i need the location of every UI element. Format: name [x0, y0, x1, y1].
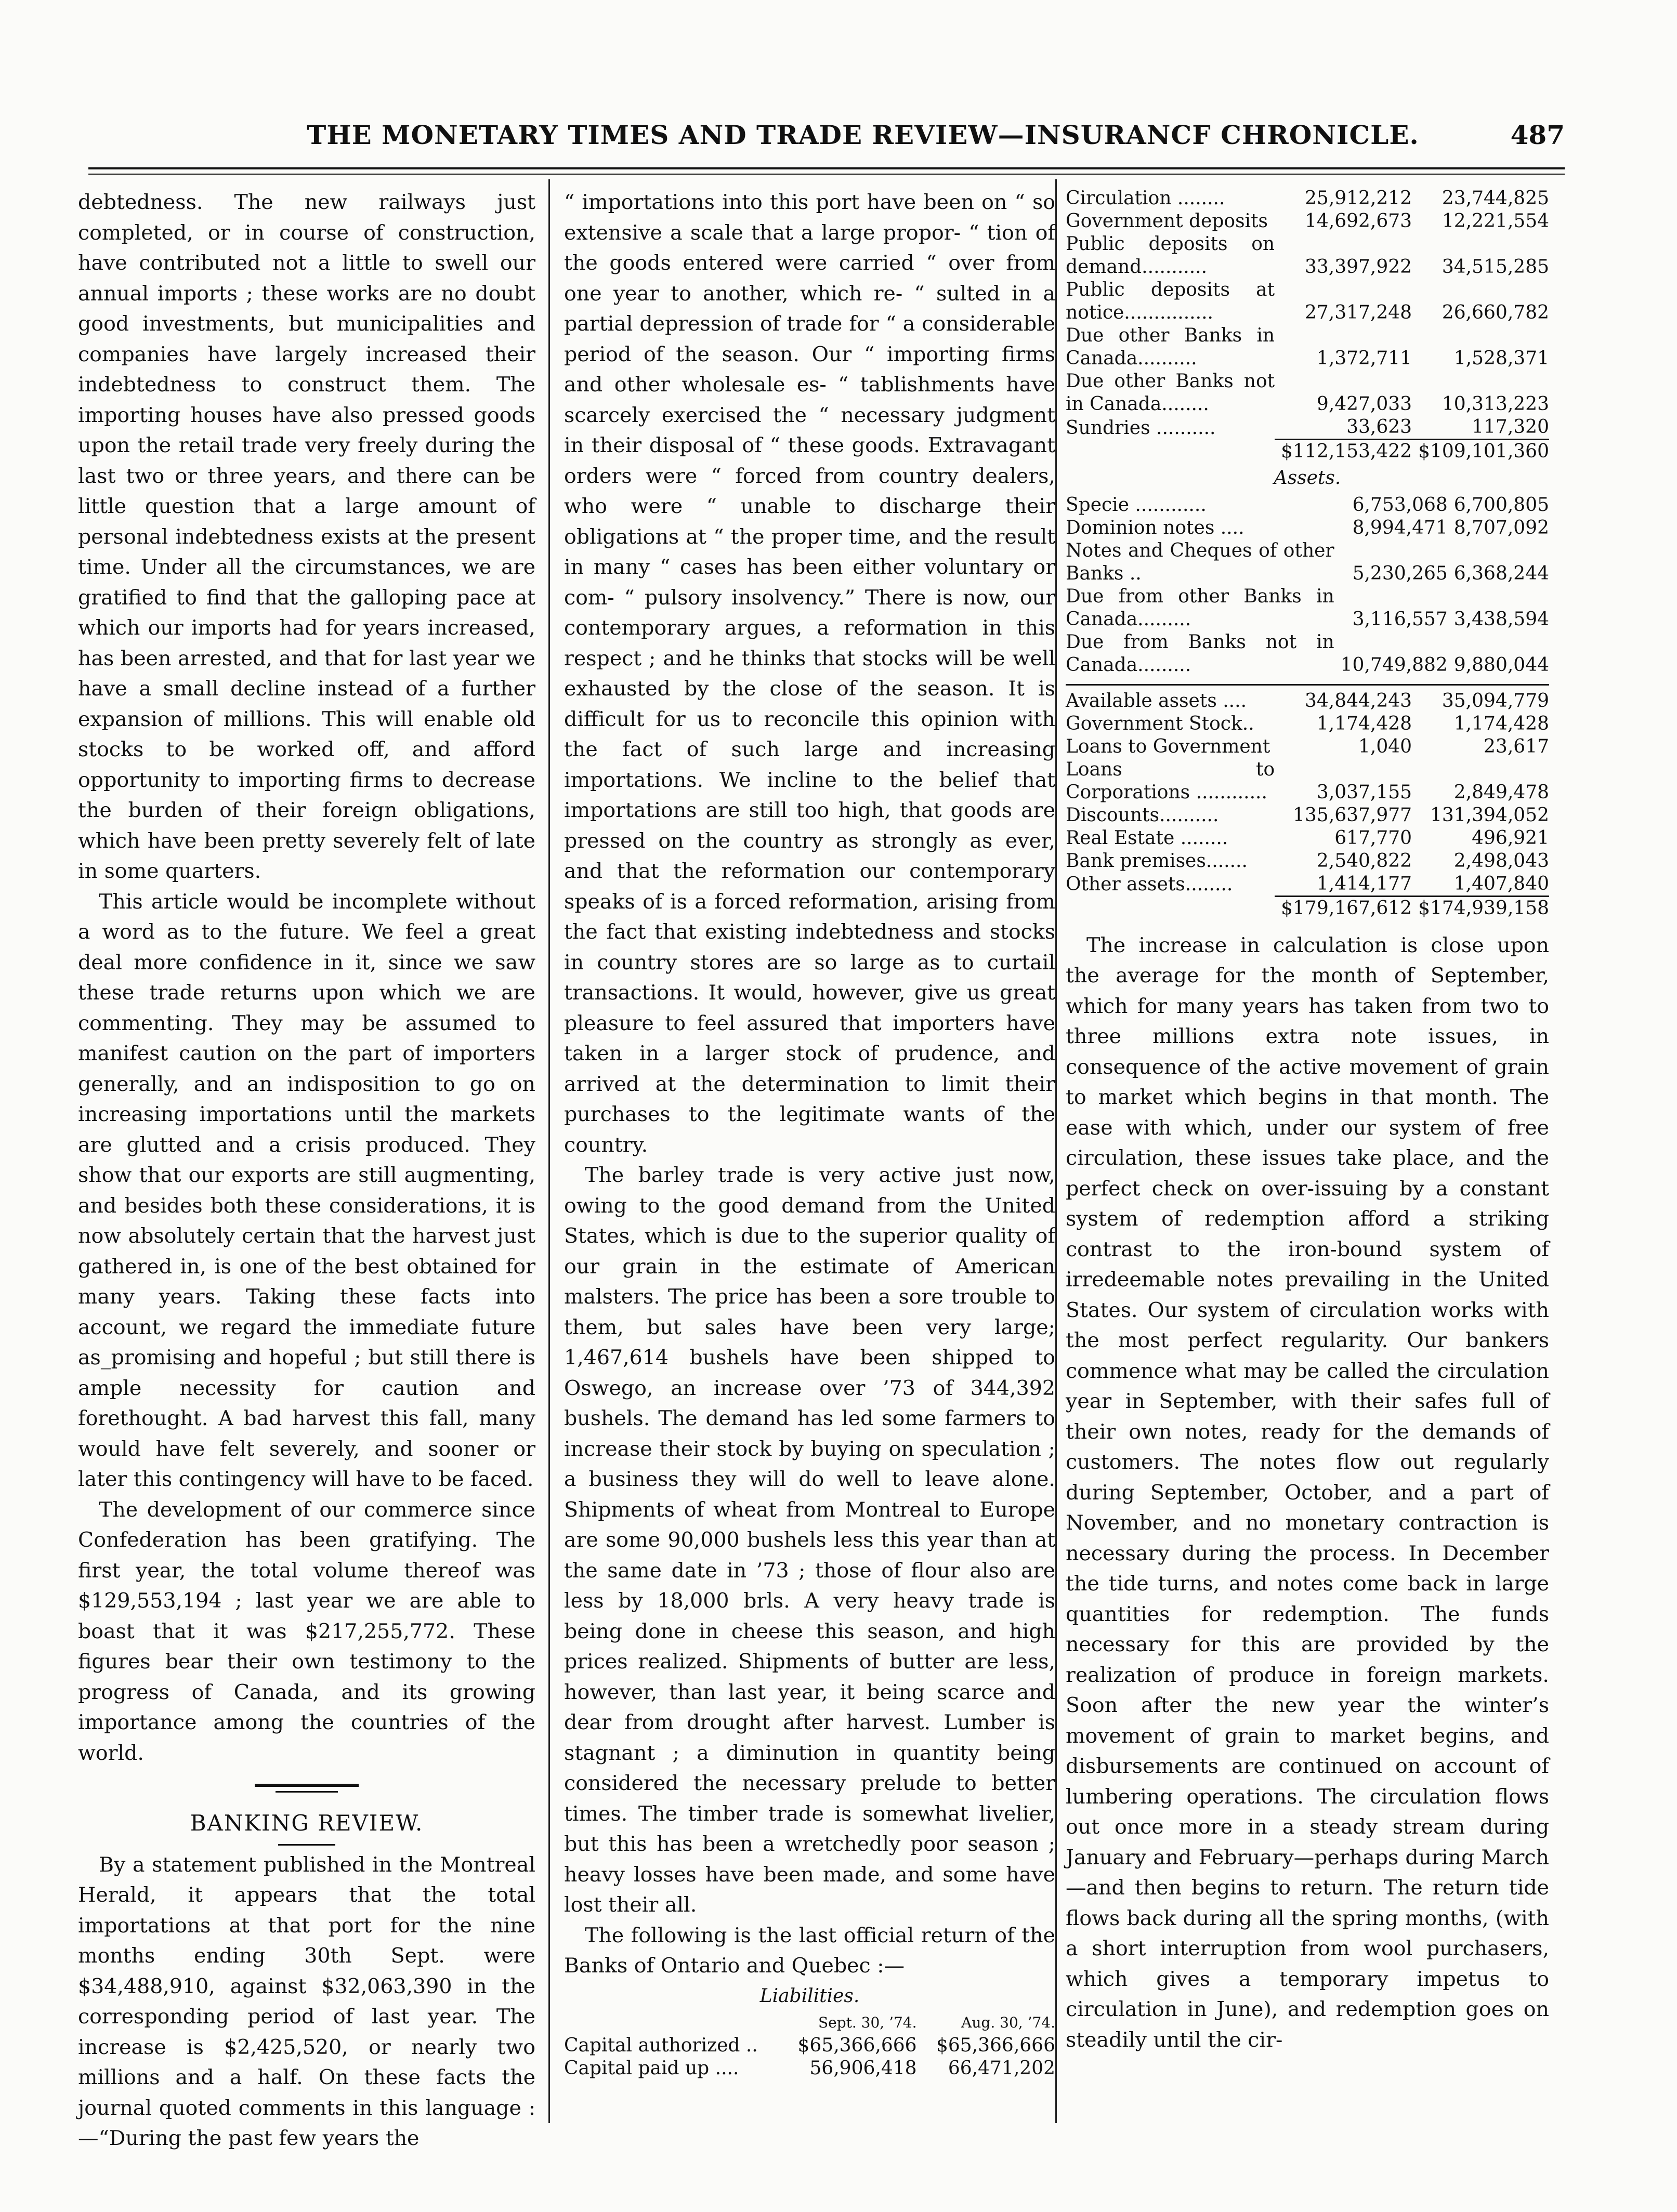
row-value: 1,174,428: [1453, 713, 1549, 734]
row-label: Circulation ........: [1066, 188, 1225, 209]
masthead-title: THE MONETARY TIMES AND TRADE REVIEW—INSURANCF CHRONICLE.: [307, 120, 1419, 150]
header-rule: [88, 167, 1565, 169]
row-value: 2,498,043: [1453, 850, 1549, 872]
paragraph: The following is the last official return of the Banks of Ontario and Quebec :—: [564, 1923, 1055, 1978]
row-value: 9,427,033: [1316, 393, 1412, 415]
row-value: 23,744,825: [1442, 188, 1549, 209]
table-row: [564, 2034, 1055, 2057]
row-value: 56,906,418: [809, 2058, 917, 2079]
row-label: Due other Banks in Canada..........: [1066, 325, 1275, 369]
row-value: 6,753,068: [1352, 494, 1448, 516]
row-value: 1,372,711: [1316, 348, 1412, 369]
row-value: 8,994,471: [1352, 517, 1448, 538]
table-row: [1066, 850, 1549, 873]
paragraph: The development of our commerce since Confederation has been gratifying. The first year, the total volume thereof was $129,553,194 ; last year we are able to boast that it was $217,255,772. These figures bear their own testimony to the progress of Canada, and its growing importance among the countries of the world.: [78, 1497, 535, 1765]
page-header: [88, 120, 1565, 166]
row-value: 2,540,822: [1316, 850, 1412, 872]
total-value: $109,101,360: [1412, 440, 1549, 464]
total-value: $174,939,158: [1412, 896, 1549, 920]
row-value: 1,040: [1358, 735, 1412, 757]
table-row: [1066, 233, 1549, 279]
liabilities-table: [564, 2011, 1055, 2080]
row-label: Public deposits on demand...........: [1066, 233, 1275, 278]
row-value: 5,230,265: [1352, 562, 1448, 584]
page-number: 487: [1510, 120, 1565, 150]
row-value: 1,407,840: [1453, 873, 1549, 894]
paragraph: By a statement published in the Montreal Herald, it appears that the total importations at that port for the nine months ending 30th Sept. were $34,488,910, against $32,063,390 in the corresponding period of last year. The increase is $2,425,520, or nearly two millions and a half. On these facts the journal quoted comments in this language :—“During the past few years the: [78, 1852, 535, 2150]
row-value: 617,770: [1334, 827, 1412, 849]
total-row: [1066, 440, 1549, 464]
row-value: 131,394,052: [1430, 804, 1549, 826]
table-row: [1066, 827, 1549, 850]
row-value: 10,749,882: [1340, 654, 1448, 676]
row-label: Capital authorized ..: [564, 2035, 758, 2056]
paragraph: “ importations into this port have been on “ so extensive a scale that a large propor- “ tion of the goods entered were carried “ over from one year to another, which re- “ sulted in a partial depression of trade for “ a considerable period of the season. Our “ importing firms and other wholesale es- “ tablishments have scarcely exercised the “ necessary judgment in their disposal of “ these goods. Extravagant orders were “ forced from country dealers, who were “ unable to discharge their obligations at “ the proper time, and the result in many “ cases has been either voluntary or com- “ pulsory insolvency.” There is now, our contemporary argues, a reformation in this respect ; and he thinks that stocks will be well exhausted by the close of the season. It is difficult for us to reconcile this opinion with the fact of such large and increasing importations. We incline to the belief that importations are still too high, that goods are pressed on the country as strongly as ever, and that the reformation our contemporary speaks of is a forced reformation, arising from the fact that existing indebtedness and stocks in country stores are so large as to curtail transactions. It would, however, give us great pleasure to feel assured that importers have taken in a larger stock of prudence, and arrived at the determination to limit their purchases to the legitimate wants of the country.: [564, 190, 1055, 1157]
paragraph: This article would be incomplete without a word as to the future. We feel a great deal more confidence in it, since we saw these trade returns upon which we are commenting. They may be assumed to manifest caution on the part of importers generally, and an indisposition to go on increasing importations until the markets are glutted and a crisis produced. They show that our exports are still augmenting, and besides both these considerations, it is now absolutely certain that the harvest just gathered in, is one of the best obtained for many years. Taking these facts into account, we regard the immediate future as_promising and hopeful ; but still there is ample necessity for caution and forethought. A bad harvest this fall, many would have felt severely, and sooner or later this contingency will have to be faced.: [78, 889, 535, 1491]
column-3: [1066, 187, 1549, 2055]
table-row: [1066, 279, 1549, 324]
row-value: 6,368,244: [1453, 562, 1549, 584]
table-row: [1066, 758, 1549, 804]
row-label: Due from Banks not in Canada.........: [1066, 631, 1334, 676]
row-label: Capital paid up ....: [564, 2058, 739, 2079]
row-value: 34,515,285: [1442, 256, 1549, 278]
total-row: [1066, 896, 1549, 920]
row-value: 496,921: [1472, 827, 1549, 849]
row-value: 35,094,779: [1442, 690, 1549, 712]
row-label: Loans to Corporations ............: [1066, 758, 1275, 803]
row-value: 34,844,243: [1304, 690, 1412, 712]
table-caption: Liabilities.: [759, 1985, 860, 2007]
row-value: 6,700,805: [1453, 494, 1549, 516]
paragraph: The barley trade is very active just now, owing to the good demand from the United States, which is due to the superior quality of our grain in the estimate of American malsters. The price has been a sore trouble to them, but sales have been very large; 1,467,614 bushels have been shipped to Oswego, an increase over ’73 of 344,392 bushels. The demand has led some farmers to increase their stock by buying on speculation ; a business they will do well to leave alone. Shipments of wheat from Montreal to Europe are some 90,000 bushels less this year than at the same date in ’73 ; those of flour also are less by 18,000 brls. A very heavy trade is being done in cheese this season, and high prices realized. Shipments of butter are less, however, than last year, it being scarce and dear from drought after harvest. Lumber is stagnant ; a diminution in quantity being considered the necessary prelude to better times. The timber trade is somewhat livelier, but this has been a wretchedly poor season ; heavy losses have been made, and some have lost their all.: [564, 1163, 1055, 1917]
table-row: [1066, 631, 1549, 677]
row-label: Due from other Banks in Canada.........: [1066, 585, 1334, 630]
table-row: [1066, 873, 1549, 897]
table-row: [1066, 585, 1549, 631]
row-label: Notes and Cheques of other Banks ..: [1066, 539, 1334, 584]
paragraph: debtedness. The new railways just completed, or in course of construction, have contributed not a little to swell our annual imports ; these works are no doubt good investments, but municipalities and companies have largely increased their indebtedness to construct them. The importing houses have also pressed goods upon the retail trade very freely during the last two or three years, and there can be little question that a large amount of personal indebtedness exists at the present time. Under all the circumstances, we are gratified to find that the galloping pace at which our imports had for years increased, has been arrested, and that for last year we have a small decline instead of a further expansion of millions. This will enable old stocks to be worked off, and afford opportunity to importing firms to decrease the burden of their foreign obligations, which have been pretty severely felt of late in some quarters.: [78, 190, 535, 883]
table-row: [1066, 370, 1549, 416]
row-label: Loans to Government: [1066, 735, 1270, 757]
table-row: [1066, 690, 1549, 713]
table-row: [1066, 210, 1549, 233]
table-row: [564, 2057, 1055, 2080]
row-label: Government Stock..: [1066, 713, 1254, 734]
table-row: [1066, 324, 1549, 370]
column-header: Sept. 30, ’74.: [818, 2014, 917, 2031]
row-label: Government deposits: [1066, 210, 1268, 232]
row-value: 26,660,782: [1442, 302, 1549, 323]
row-value: 14,692,673: [1304, 210, 1412, 232]
table-row: [1066, 735, 1549, 758]
column-2: [564, 187, 1055, 2080]
assets-table-continued: [1066, 690, 1549, 920]
section-ornament: [276, 1791, 338, 1793]
row-value: $65,366,666: [797, 2035, 917, 2056]
column-1: [78, 187, 535, 2154]
row-label: Available assets ....: [1066, 690, 1247, 712]
total-value: $179,167,612: [1275, 896, 1412, 920]
total-value: $112,153,422: [1275, 440, 1412, 464]
row-value: 3,438,594: [1453, 608, 1549, 630]
table-row: [1066, 804, 1549, 827]
table-row: [1066, 416, 1549, 440]
heading-rule: [278, 1844, 335, 1846]
row-label: Public deposits at notice...............: [1066, 279, 1275, 323]
section-heading: BANKING REVIEW.: [190, 1810, 424, 1836]
table-header-row: [564, 2011, 1055, 2034]
row-value: 9,880,044: [1453, 654, 1549, 676]
row-value: 25,912,212: [1304, 188, 1412, 209]
row-value: 3,037,155: [1316, 781, 1412, 803]
row-value: 12,221,554: [1442, 210, 1549, 232]
row-label: Specie ............: [1066, 494, 1207, 516]
paragraph: The increase in calculation is close upon the average for the month of September, which for many years has taken from two to three millions extra note issues, in consequence of the active movement of grain to market which begins in that month. The ease with which, under our system of free circulation, these issues take place, and the perfect check on over-issuing by a constant system of redemption afford a striking contrast to the iron-bound system of irredeemable notes prevailing in the United States. Our system of circulation works with the most perfect regularity. Our bankers commence what may be called the circulation year in September, with their safes full of their own notes, ready for the demands of customers. The notes flow out regularly during September, October, and a part of November, and no monetary contraction is necessary during the process. In December the tide turns, and notes come back in large quantities for redemption. The funds necessary for this are provided by the realization of produce in foreign markets. Soon after the new year the winter’s movement of grain to market begins, and disbursements are continued on account of lumbering operations. The circulation flows out once more in a steady stream during January and February—perhaps during March—and then begins to return. The return tide flows back during all the spring months, (with a short interruption from wool purchasers, which gives a temporary impetus to circulation in June), and redemption goes on steadily until the cir-: [1066, 933, 1549, 2052]
row-value: 33,623: [1346, 416, 1412, 438]
row-label: Discounts..........: [1066, 804, 1219, 826]
row-value: 1,174,428: [1316, 713, 1412, 734]
row-value: 23,617: [1484, 735, 1549, 757]
column-divider: [548, 179, 550, 2123]
row-label: Other assets........: [1066, 874, 1233, 895]
column-divider: [1055, 179, 1057, 2123]
table-row: [1066, 539, 1549, 585]
row-label: Sundries ..........: [1066, 417, 1216, 439]
row-value: 3,116,557: [1352, 608, 1448, 630]
row-label: Bank premises.......: [1066, 850, 1248, 872]
table-row: [1066, 187, 1549, 210]
row-label: Due other Banks not in Canada........: [1066, 371, 1275, 415]
row-label: Dominion notes ....: [1066, 517, 1244, 538]
section-ornament: [255, 1784, 359, 1787]
row-value: 135,637,977: [1293, 804, 1412, 826]
row-value: 66,471,202: [948, 2058, 1055, 2079]
row-value: 8,707,092: [1453, 517, 1549, 538]
row-value: 1,528,371: [1453, 348, 1549, 369]
assets-table: [1066, 494, 1549, 677]
row-label: Real Estate ........: [1066, 827, 1228, 849]
row-value: 117,320: [1472, 416, 1549, 438]
row-value: 1,414,177: [1316, 873, 1412, 894]
row-value: 10,313,223: [1442, 393, 1549, 415]
table-caption: Assets.: [1274, 467, 1341, 489]
table-row: [1066, 713, 1549, 735]
row-value: 27,317,248: [1304, 302, 1412, 323]
row-value: 33,397,922: [1304, 256, 1412, 278]
row-value: $65,366,666: [936, 2035, 1055, 2056]
table-row: [1066, 517, 1549, 539]
table-row: [1066, 494, 1549, 517]
column-header: Aug. 30, ’74.: [961, 2014, 1055, 2031]
table-rule: [1066, 677, 1549, 686]
liabilities-table-continued: [1066, 187, 1549, 463]
row-value: 2,849,478: [1453, 781, 1549, 803]
header-rule-thin: [88, 174, 1565, 175]
